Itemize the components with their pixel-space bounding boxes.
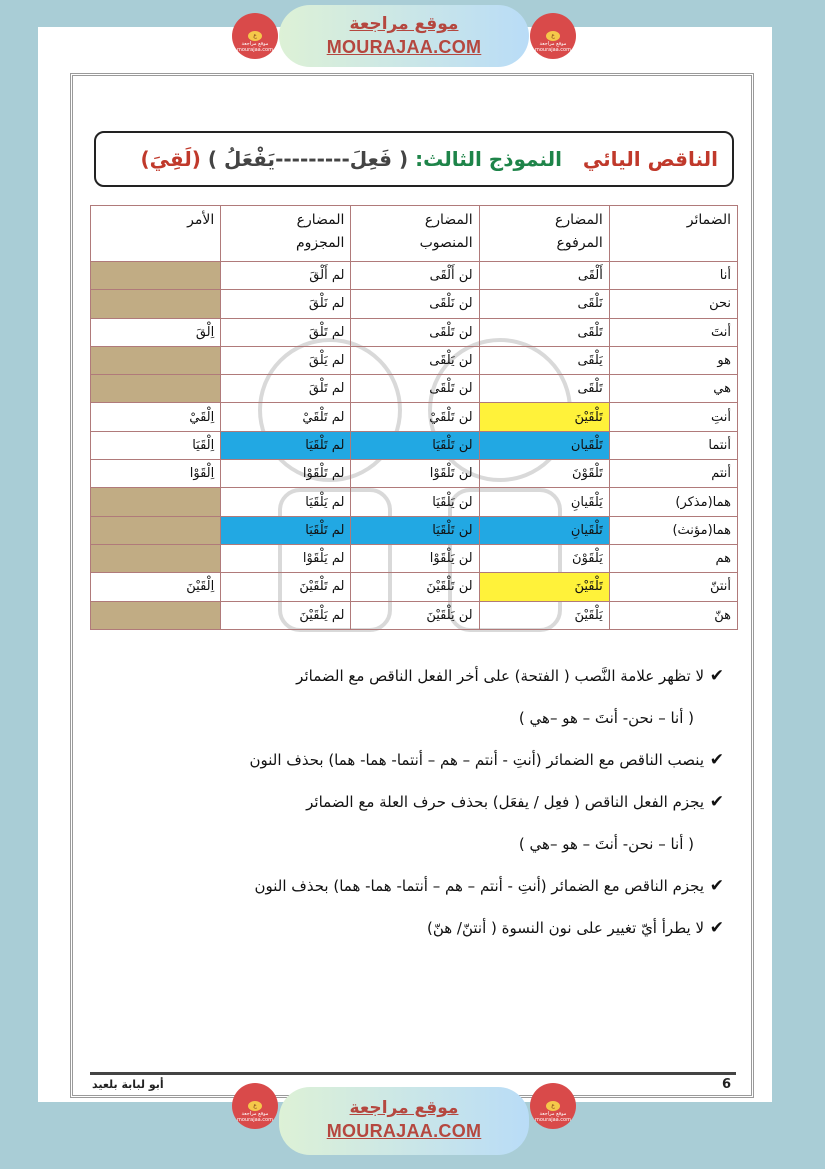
logo-text: موقع مراجعة [241,41,269,47]
page-number: 6 [722,1077,732,1092]
logo-site: mourajaa.com [236,47,273,53]
header-cell: المضارع المرفوع [479,206,609,262]
pronoun-cell: أنا [609,262,737,290]
conjugation-cell: لن تَلْقَى [351,375,479,403]
conjugation-cell: لم تَلْقَيْ [221,403,351,431]
conjugation-cell: نَلْقَى [479,290,609,318]
conjugation-cell: لم تَلْقَيَا [221,516,351,544]
conjugation-cell: اِلْقَيَا [91,431,221,459]
pronoun-cell: أنتِ [609,403,737,431]
checkmark-icon: ✔ [709,918,724,938]
pronoun-cell: هنّ [609,601,737,629]
note-item: ✔ينصب الناقص مع الضمائر (أنتِ - أنتم – هم – أنتما- هما- هما) بحذف النون [130,744,724,786]
conjugation-cell [91,544,221,572]
note-item: ( أنا – نحن- أنتَ – هو –هي ) [518,709,694,727]
conjugation-cell: لم يَلْقَيَا [221,488,351,516]
conjugation-cell: تَلْقَيانِ [479,516,609,544]
footer-author: أبو لبابة بلعيد [92,1078,164,1091]
conjugation-cell: لم نَلْقَ [221,290,351,318]
logo-badge-icon: ع [546,1101,560,1111]
conjugation-cell: اِلْقَيْنَ [91,573,221,601]
logo-badge-icon: ع [546,31,560,41]
site-logo-left-bottom [232,1083,278,1129]
checkmark-icon: ✔ [709,792,724,812]
table-row [91,290,738,318]
conjugation-cell: لن تَلْقَيْ [351,403,479,431]
conjugation-cell: لن تَلْقَيَا [351,431,479,459]
logo-site: mourajaa.com [534,47,571,53]
conjugation-cell: يَلْقَيانِ [479,488,609,516]
table-row [91,375,738,403]
banner-latin-text: MOURAJAA.COM [326,37,482,57]
pronoun-cell: أنتم [609,460,737,488]
conjugation-cell: لن تَلْقَيْنَ [351,573,479,601]
pronoun-cell: هو [609,346,737,374]
logo-site: mourajaa.com [534,1117,571,1123]
conjugation-cell: لن يَلْقَى [351,346,479,374]
checkmark-icon: ✔ [709,876,724,896]
table-row [91,403,738,431]
header-cell: الضمائر [609,206,737,262]
conjugation-cell: لم تَلْقَيَا [221,431,351,459]
table-row [91,516,738,544]
site-logo-left-top [232,13,278,59]
conjugation-cell: لم يَلْقَ [221,346,351,374]
table-row [91,318,738,346]
note-item: ✔لا يطرأ أيّ تغيير على نون النسوة ( أنتنّ/ هنّ) [130,912,724,954]
table-row [91,544,738,572]
pronoun-cell: هم [609,544,737,572]
conjugation-cell: تَلْقَيْنَ [479,573,609,601]
logo-text: موقع مراجعة [539,41,567,47]
title-verb: (لَقِيَ) [140,147,201,171]
conjugation-cell: لن تَلْقَيَا [351,516,479,544]
footer-rule [90,1072,736,1075]
pronoun-cell: نحن [609,290,737,318]
pronoun-cell: أنتَ [609,318,737,346]
conjugation-cell: لم يَلْقَيْنَ [221,601,351,629]
conjugation-cell [91,601,221,629]
lesson-title [94,131,734,187]
pronoun-cell: أنتما [609,431,737,459]
table-row [91,262,738,290]
site-banner-bottom[interactable] [279,1087,529,1155]
table-row [91,601,738,629]
pronoun-cell: أنتنّ [609,573,737,601]
title-category: الناقص اليائي [582,147,718,171]
conjugation-cell [91,262,221,290]
conjugation-cell: لم تَلْقَيْنَ [221,573,351,601]
conjugation-cell: لن يَلْقَيْنَ [351,601,479,629]
conjugation-cell: تَلْقَيان [479,431,609,459]
table-row [91,488,738,516]
note-item: ( أنا – نحن- أنتَ – هو –هي ) [518,835,694,853]
conjugation-table [90,205,738,630]
conjugation-cell: لم تَلْقَ [221,318,351,346]
conjugation-cell: تَلْقَوْنَ [479,460,609,488]
header-cell: المضارع المجزوم [221,206,351,262]
conjugation-cell: لن يَلْقَيَا [351,488,479,516]
table-header-row [91,206,738,262]
conjugation-cell: تَلْقَى [479,375,609,403]
conjugation-cell: اِلْقَوْا [91,460,221,488]
table-row [91,346,738,374]
conjugation-cell: اِلْقَيْ [91,403,221,431]
banner-arabic-text: موقع مراجعة [349,1098,459,1118]
note-item: ✔يجزم الناقص مع الضمائر (أنتِ - أنتم – هم – أنتما- هما- هما) بحذف النون [130,870,724,912]
table-row [91,573,738,601]
site-logo-right-bottom [530,1083,576,1129]
pronoun-cell: هما(مؤنث) [609,516,737,544]
conjugation-cell: تَلْقَى [479,318,609,346]
conjugation-cell: يَلْقَيْنَ [479,601,609,629]
conjugation-cell [91,346,221,374]
logo-site: mourajaa.com [236,1117,273,1123]
conjugation-cell: يَلْقَوْنَ [479,544,609,572]
grammar-notes [130,660,724,954]
conjugation-cell: اِلْقَ [91,318,221,346]
logo-text: موقع مراجعة [241,1111,269,1117]
title-pattern: ( فَعِلَ---------يَفْعَلُ ) [207,147,409,171]
site-banner-top[interactable] [279,5,529,67]
banner-arabic-text: موقع مراجعة [349,14,459,34]
pronoun-cell: هي [609,375,737,403]
title-model: النموذج الثالث: [415,147,562,171]
checkmark-icon: ✔ [709,666,724,686]
pronoun-cell: هما(مذكر) [609,488,737,516]
table-row [91,431,738,459]
header-cell: المضارع المنصوب [351,206,479,262]
logo-text: موقع مراجعة [539,1111,567,1117]
conjugation-cell: لم يَلْقَوْا [221,544,351,572]
conjugation-cell: يَلْقَى [479,346,609,374]
conjugation-cell [91,516,221,544]
logo-badge-icon: ع [248,1101,262,1111]
note-item: ✔لا تظهر علامة النَّصب ( الفتحة) على أخر الفعل الناقص مع الضمائر [130,660,724,702]
banner-latin-text: MOURAJAA.COM [326,1121,482,1141]
conjugation-cell [91,488,221,516]
table-row [91,460,738,488]
conjugation-cell: أَلْقَى [479,262,609,290]
conjugation-cell: لم تَلْقَوْا [221,460,351,488]
conjugation-cell: لن نَلْقَى [351,290,479,318]
conjugation-cell: لن يَلْقَوْا [351,544,479,572]
conjugation-cell: تَلْقَيْنَ [479,403,609,431]
header-cell: الأمر [91,206,221,262]
site-logo-right-top [530,13,576,59]
conjugation-cell: لن تَلْقَوْا [351,460,479,488]
logo-badge-icon: ع [248,31,262,41]
checkmark-icon: ✔ [709,750,724,770]
conjugation-cell: لن أَلْقَى [351,262,479,290]
conjugation-cell: لم تَلْقَ [221,375,351,403]
conjugation-cell [91,290,221,318]
conjugation-cell: لم أَلْقَ [221,262,351,290]
conjugation-cell: لن تَلْقَى [351,318,479,346]
conjugation-cell [91,375,221,403]
note-item: ✔يجزم الفعل الناقص ( فعِل / يفعَل) بحذف حرف العلة مع الضمائر [130,786,724,828]
